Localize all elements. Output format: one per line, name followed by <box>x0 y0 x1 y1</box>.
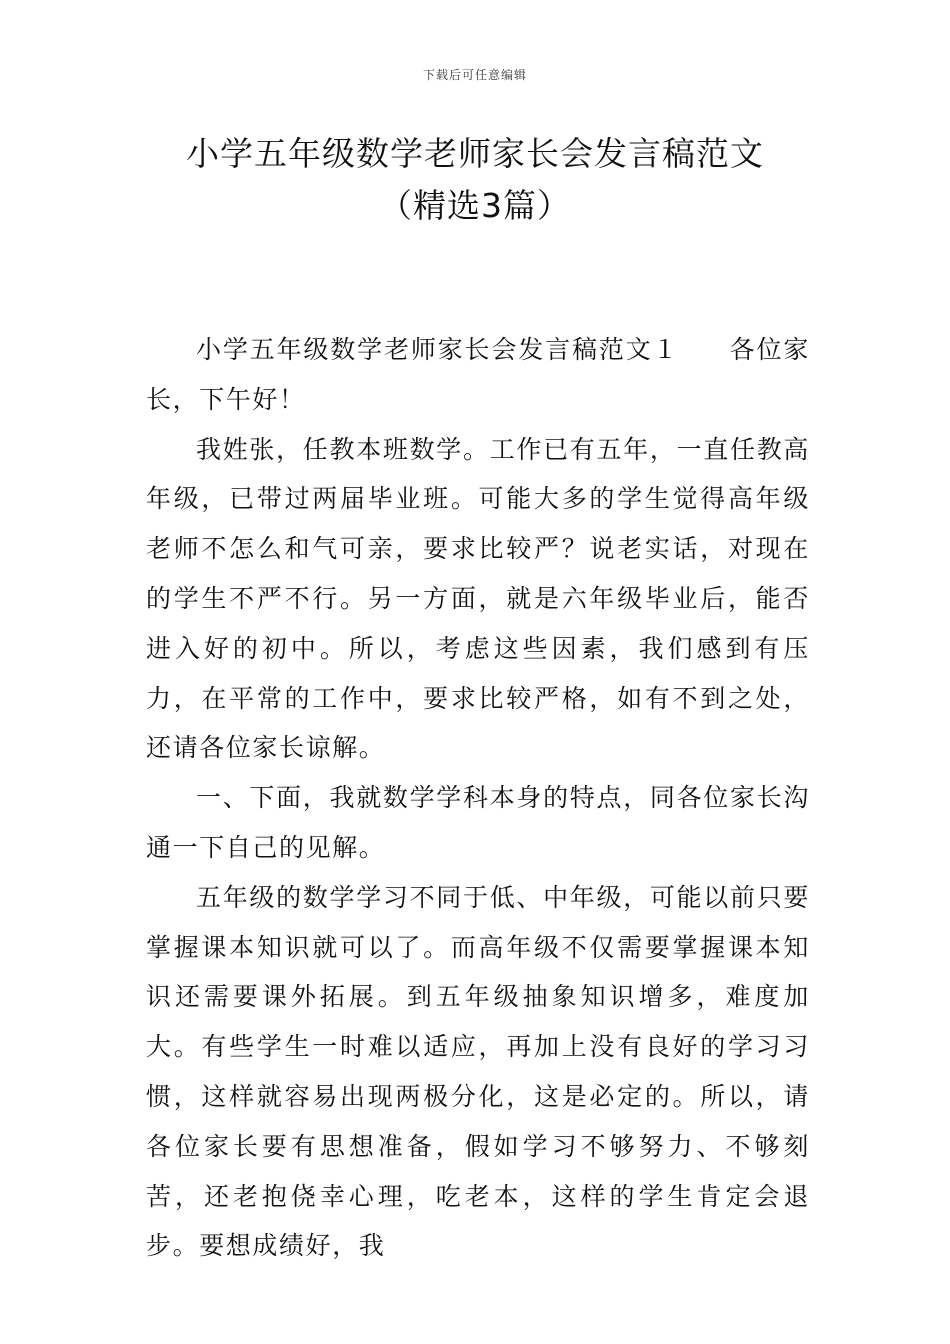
section-heading: 小学五年级数学老师家长会发言稿范文１ <box>196 335 680 364</box>
header-note: 下载后可任意编辑 <box>422 68 527 82</box>
paragraph: 我姓张，任教本班数学。工作已有五年，一直任教高年级，已带过两届毕业班。可能大多的学生觉得高年级老师不怎么和气可亲，要求比较严？说老实话，对现在的学生不严不行。另一方面，就是六年级毕业后，能否进入好的初中。所以，考虑这些因素，我们感到有压力，在平常的工作中，要求比较严格，如有不到之处，还请各位家长谅解。 <box>146 434 810 763</box>
title-line-1: 小学五年级数学老师家长会发言稿范文 <box>186 134 764 173</box>
paragraph: 五年级的数学学习不同于低、中年级，可能以前只要掌握课本知识就可以了。而高年级不仅需要掌握课本知识还需要课外拓展。到五年级抽象知识增多，难度加大。有些学生一时难以适应，再加上没有良好的学习习惯，这样就容易出现两极分化，这是必定的。所以，请各位家长要有思想准备，假如学习不够努力、不够刻苦，还老抱侥幸心理，吃老本，这样的学生肯定会退步。要想成绩好，我 <box>146 882 810 1261</box>
document-title <box>0 128 950 232</box>
paragraph: 一、下面，我就数学学科本身的特点，同各位家长沟通一下自己的见解。 <box>146 783 810 862</box>
title-line-2: （精选3篇） <box>379 186 571 225</box>
intro-paragraph <box>146 325 810 425</box>
greeting: 各位家长，下午好！ <box>146 335 810 414</box>
document-body <box>146 325 810 1271</box>
